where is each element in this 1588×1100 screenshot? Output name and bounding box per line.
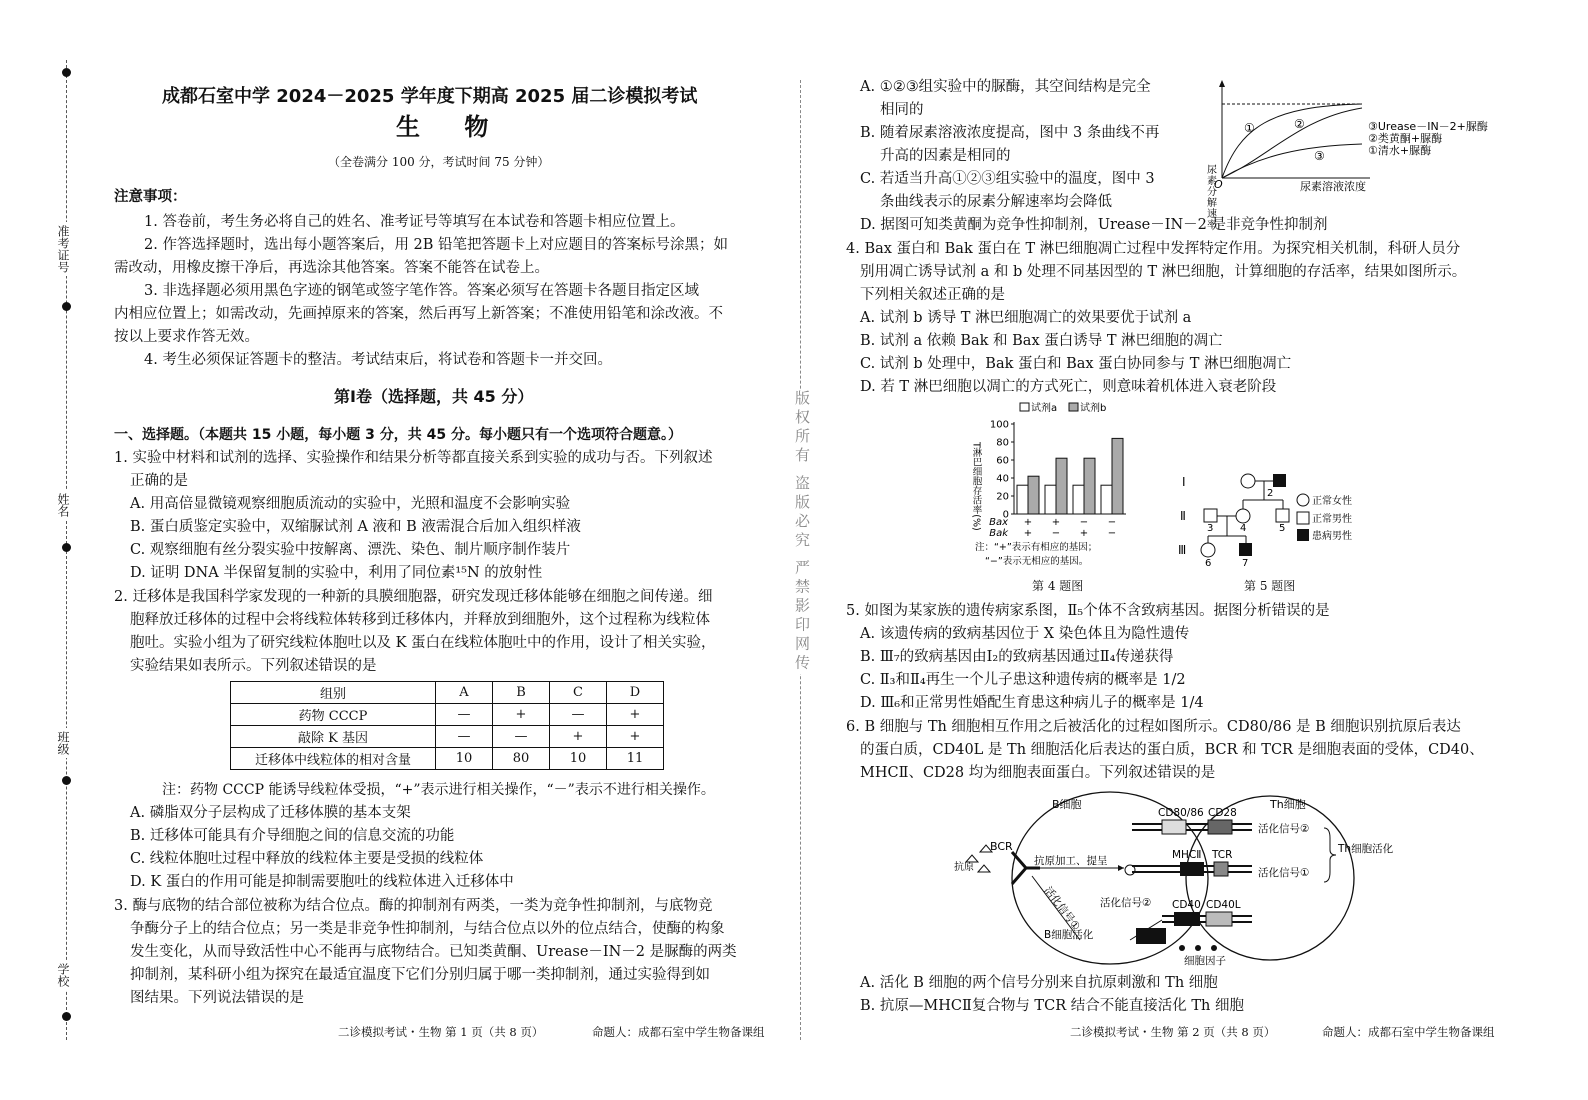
q3-stem: 争酶分子上的结合位点；另一类是非竞争性抑制剂，与结合位点以外的位点结合，使酶的构象 bbox=[130, 921, 725, 937]
q5-caption: 第 5 题图 bbox=[1244, 579, 1296, 593]
cd80-protein bbox=[1162, 820, 1186, 834]
bar-b bbox=[1028, 476, 1039, 514]
tcr-label: TCR bbox=[1212, 849, 1233, 861]
table-cell: 10 bbox=[436, 748, 493, 770]
q1-stem: 1. 实验中材料和试剂的选择、实验操作和结果分析等都直接关系到实验的成功与否。下列叙述 bbox=[114, 450, 713, 466]
q2-option-a: A. 磷脂双分子层构成了迁移体膜的基本支架 bbox=[130, 805, 411, 821]
exam-title: 成都石室中学 2024－2025 学年度下期高 2025 届二诊模拟考试 bbox=[162, 86, 698, 107]
subject-title: 生 物 bbox=[396, 113, 507, 141]
y-tick-label: 40 bbox=[996, 473, 1009, 485]
table-row bbox=[231, 704, 664, 726]
q4-note: 注：“+”表示有相应的基因； bbox=[975, 542, 1098, 553]
q4-option-c: C. 试剂 b 处理中，Bak 蛋白和 Bax 蛋白协同参与 T 淋巴细胞凋亡 bbox=[860, 356, 1292, 372]
binding-dot bbox=[62, 1012, 71, 1021]
id-4: 4 bbox=[1240, 523, 1247, 534]
process-label: 抗原加工、提呈 bbox=[1034, 855, 1108, 867]
individual-II5 bbox=[1276, 509, 1289, 522]
y-tick-label: 20 bbox=[996, 491, 1009, 503]
generation-label-2: Ⅱ bbox=[1180, 509, 1186, 523]
bar-a bbox=[1073, 485, 1084, 514]
curve-label-2: ② bbox=[1294, 117, 1305, 131]
b-receptor-block bbox=[1136, 928, 1166, 944]
id-7: 7 bbox=[1242, 558, 1249, 569]
q4-y-label: T淋巴细胞存活率(%) bbox=[970, 442, 982, 531]
table-header-cell: D bbox=[607, 682, 664, 704]
cytokine-dot bbox=[1195, 945, 1201, 951]
bar-a bbox=[1101, 485, 1112, 514]
y-tick-label: 100 bbox=[989, 419, 1009, 431]
q3-option-b: B. 随着尿素溶液浓度提高，图中 3 条曲线不再 bbox=[860, 125, 1160, 141]
individual-I2 bbox=[1273, 474, 1286, 487]
y-tick-label: 60 bbox=[996, 455, 1009, 467]
q3-stem: 3. 酶与底物的结合部位被称为结合位点。酶的抑制剂有两类，一类为竞争性抑制剂，与底物竞 bbox=[114, 898, 713, 914]
q5-stem: 5. 如图为某家族的遗传病家系图，Ⅱ₅个体不含致病基因。据图分析错误的是 bbox=[846, 603, 1330, 619]
school-label: 学校 bbox=[55, 960, 72, 990]
q3-x-label: 尿素溶液浓度 bbox=[1300, 180, 1366, 193]
q5-option-a: A. 该遗传病的致病基因位于 X 染色体且为隐性遗传 bbox=[860, 626, 1190, 642]
legend-normal-female-icon bbox=[1297, 494, 1309, 506]
id-3: 3 bbox=[1207, 523, 1214, 534]
q3-stem: 发生变化，从而导致活性中心不能再与底物结合。已知类黄酮、Urease－IN－2 是脲酶的两类 bbox=[130, 944, 737, 960]
q2-stem: 2. 迁移体是我国科学家发现的一种新的具膜细胞器，研究发现迁移体能够在细胞之间传递。细 bbox=[114, 589, 713, 605]
table-row bbox=[231, 726, 664, 748]
table-cell: — bbox=[493, 726, 550, 748]
id-2: 2 bbox=[1267, 488, 1274, 499]
copyright-watermark: 版权所有 盗版必究 严禁影印网传 bbox=[790, 390, 812, 674]
table-cell: 迁移体中线粒体的相对含量 bbox=[231, 748, 436, 770]
admission-number-label: 准考证号 bbox=[55, 222, 72, 276]
q4-option-d: D. 若 T 淋巴细胞以凋亡的方式死亡，则意味着机体进入衰老阶段 bbox=[860, 379, 1277, 395]
q2-table bbox=[230, 681, 664, 770]
genotype-mark: + bbox=[1023, 517, 1033, 528]
table-cell: + bbox=[607, 726, 664, 748]
page2-footer-author: 命题人：成都石室中学生物备课组 bbox=[1322, 1025, 1495, 1039]
q5-option-c: C. Ⅱ₃和Ⅱ₄再生一个儿子患这种遗传病的概率是 1/2 bbox=[860, 672, 1186, 688]
tcr-protein bbox=[1214, 862, 1228, 876]
b-signal2-label: 活化信号② bbox=[1100, 897, 1152, 909]
cd40l-protein bbox=[1206, 912, 1232, 926]
q6-option-b: B. 抗原—MHCⅡ复合物与 TCR 结合不能直接活化 Th 细胞 bbox=[860, 998, 1244, 1014]
q2-stem: 胞吐。实验小组为了研究线粒体胞吐以及 K 蛋白在线粒体胞吐中的作用，设计了相关实验， bbox=[130, 635, 716, 651]
notice-line: 2. 作答选择题时，选出每小题答案后，用 2B 铅笔把答题卡上对应题目的答案标号涂黑；如 bbox=[144, 237, 729, 253]
cytokine-label: 细胞因子 bbox=[1184, 955, 1226, 967]
antigen-label: 抗原 bbox=[954, 862, 974, 873]
notice-line: 需改动，用橡皮擦干净后，再选涂其他答案。答案不能答在试卷上。 bbox=[114, 260, 549, 276]
genotype-mark: + bbox=[1023, 528, 1033, 539]
y-tick-label: 0 bbox=[1002, 509, 1009, 521]
table-header-cell: A bbox=[436, 682, 493, 704]
part-title: 第Ⅰ卷（选择题，共 45 分） bbox=[334, 387, 534, 406]
q4-caption: 第 4 题图 bbox=[1032, 579, 1084, 593]
legend-affected-male-icon bbox=[1297, 529, 1309, 541]
notice-line: 4. 考生必须保证答题卡的整洁。考试结束后，将试卷和答题卡一并交回。 bbox=[144, 352, 612, 368]
table-cell: 10 bbox=[550, 748, 607, 770]
b-signal1-label: 活化信号① bbox=[1041, 884, 1083, 933]
class-label: 班级 bbox=[55, 728, 72, 758]
table-cell: 80 bbox=[493, 748, 550, 770]
notice-line: 内相应位置上；如需改动，先画掉原来的答案，然后再写上新答案；不准使用铅笔和涂改液。不 bbox=[114, 306, 723, 322]
cd40l-label: CD40L bbox=[1206, 899, 1241, 911]
table-header-cell: 组别 bbox=[231, 682, 436, 704]
q4-stem: 别用凋亡诱导试剂 a 和 b 处理不同基因型的 T 淋巴细胞，计算细胞的存活率，结果如图所示。 bbox=[860, 264, 1467, 280]
bar-b bbox=[1112, 438, 1123, 514]
q4-legend bbox=[1020, 401, 1106, 414]
q3-legend-2: ②类黄酮+脲酶 bbox=[1368, 132, 1443, 145]
individual-III7 bbox=[1239, 543, 1252, 556]
binding-dot bbox=[62, 68, 71, 77]
genotype-mark: − bbox=[1079, 517, 1089, 528]
mhc-label: MHCⅡ bbox=[1172, 849, 1202, 861]
q4-stem: 下列相关叙述正确的是 bbox=[860, 287, 1005, 303]
q2-option-d: D. K 蛋白的作用可能是抑制需要胞吐的线粒体进入迁移体中 bbox=[130, 874, 514, 890]
legend-swatch-b bbox=[1069, 403, 1078, 411]
genotype-row-label: Bak bbox=[989, 528, 1008, 539]
y-axis-arrow bbox=[1219, 80, 1225, 87]
cd28-protein bbox=[1208, 820, 1232, 834]
legend-normal-male: 正常男性 bbox=[1312, 514, 1352, 525]
individual-I1 bbox=[1241, 474, 1255, 488]
genotype-mark: − bbox=[1107, 517, 1117, 528]
y-tick-label: 80 bbox=[996, 437, 1009, 449]
section-heading: 一、选择题。（本题共 15 小题，每小题 3 分，共 45 分。每小题只有一个选项符合题意。） bbox=[114, 427, 682, 443]
q3-stem: 图结果。下列说法错误的是 bbox=[130, 990, 304, 1006]
cytokine-dot bbox=[1179, 945, 1185, 951]
q1-option-a: A. 用高倍显微镜观察细胞质流动的实验中，光照和温度不会影响实验 bbox=[130, 496, 571, 512]
q3-option-c: C. 若适当升高①②③组实验中的温度，图中 3 bbox=[860, 171, 1155, 187]
bar-b bbox=[1084, 458, 1095, 514]
table-row bbox=[231, 682, 664, 704]
q2-note: 注：药物 CCCP 能诱导线粒体受损，“+”表示进行相关操作，“－”表示不进行相关操作。 bbox=[162, 782, 715, 798]
bcr-label: BCR bbox=[990, 840, 1013, 853]
q6-stem: MHCⅡ、CD28 均为细胞表面蛋白。下列叙述错误的是 bbox=[860, 765, 1216, 781]
mhc-protein bbox=[1180, 862, 1204, 876]
binding-dot bbox=[62, 776, 71, 785]
legend-label-b: 试剂b bbox=[1080, 403, 1107, 414]
exam-info: （全卷满分 100 分，考试时间 75 分钟） bbox=[328, 155, 550, 169]
q1-option-d: D. 证明 DNA 半保留复制的实验中，利用了同位素¹⁵N 的放射性 bbox=[130, 565, 543, 581]
q6-stem: 6. B 细胞与 Th 细胞相互作用之后被活化的过程如图所示。CD80/86 是 B 细胞识别抗原后表达 bbox=[846, 719, 1461, 735]
table-cell: — bbox=[436, 726, 493, 748]
curve-label-3: ③ bbox=[1314, 149, 1325, 163]
name-label: 姓名 bbox=[55, 490, 72, 520]
genotype-mark: + bbox=[1079, 528, 1089, 539]
genotype-row-label: Bax bbox=[989, 517, 1008, 528]
table-header-cell: B bbox=[493, 682, 550, 704]
bar-a bbox=[1045, 485, 1056, 514]
q3-option-c-cont: 条曲线表示的尿素分解速率均会降低 bbox=[880, 194, 1112, 210]
notice-heading: 注意事项： bbox=[114, 189, 187, 205]
individual-II3 bbox=[1204, 509, 1217, 522]
legend-affected-male: 患病男性 bbox=[1312, 531, 1352, 542]
individual-III6 bbox=[1201, 543, 1215, 557]
q6-option-a: A. 活化 B 细胞的两个信号分别来自抗原刺激和 Th 细胞 bbox=[860, 975, 1218, 991]
table-cell: + bbox=[607, 704, 664, 726]
table-row bbox=[231, 748, 664, 770]
table-cell: 药物 CCCP bbox=[231, 704, 436, 726]
q2-stem: 胞释放迁移体的过程中会将线粒体转移到迁移体内，并释放到细胞外，这个过程称为线粒体 bbox=[130, 612, 710, 628]
curve-3 bbox=[1222, 144, 1362, 178]
table-cell: 11 bbox=[607, 748, 664, 770]
cd40-protein bbox=[1174, 912, 1200, 926]
q5-pedigree bbox=[1170, 468, 1380, 570]
q6-diagram bbox=[940, 790, 1394, 967]
notice-line: 3. 非选择题必须用黑色字迹的钢笔或签字笔作答。答案必须写在答题卡各题目指定区域 bbox=[144, 283, 699, 299]
cd80-label: CD80/86 bbox=[1158, 807, 1204, 819]
binding-dot bbox=[62, 302, 71, 311]
q5-option-b: B. Ⅲ₇的致病基因由Ⅰ₂的致病基因通过Ⅱ₄传递获得 bbox=[860, 649, 1174, 665]
arrow-head bbox=[1118, 865, 1124, 871]
q3-legend-1: ①清水+脲酶 bbox=[1368, 144, 1432, 157]
th-activation-label: Th细胞活化 bbox=[1338, 843, 1394, 855]
id-5: 5 bbox=[1279, 523, 1286, 534]
generation-label-1: Ⅰ bbox=[1182, 475, 1186, 489]
cytokine-dot bbox=[1211, 945, 1217, 951]
b-cell-label: B细胞 bbox=[1052, 798, 1082, 811]
q1-stem: 正确的是 bbox=[130, 473, 188, 489]
q2-option-b: B. 迁移体可能具有介导细胞之间的信息交流的功能 bbox=[130, 828, 455, 844]
table-cell: + bbox=[493, 704, 550, 726]
b-activation-label: B细胞活化 bbox=[1044, 929, 1094, 941]
individual-II4 bbox=[1236, 509, 1250, 523]
cd28-label: CD28 bbox=[1208, 807, 1237, 819]
page2-footer: 二诊模拟考试・生物 第 2 页（共 8 页） bbox=[1070, 1025, 1276, 1039]
q1-option-c: C. 观察细胞有丝分裂实验中按解离、漂洗、染色、制片顺序制作装片 bbox=[130, 542, 571, 558]
q3-option-d: D. 据图可知类黄酮为竞争性抑制剂，Urease－IN－2 是非竞争性抑制剂 bbox=[860, 217, 1328, 233]
q3-chart bbox=[1200, 78, 1500, 230]
th-signal2-label: 活化信号② bbox=[1258, 823, 1310, 835]
legend-normal-male-icon bbox=[1297, 512, 1309, 524]
q4-option-a: A. 试剂 b 诱导 T 淋巴细胞凋亡的效果要优于试剂 a bbox=[860, 310, 1192, 326]
q1-option-b: B. 蛋白质鉴定实验中，双缩脲试剂 A 液和 B 液需混合后加入组织样液 bbox=[130, 519, 581, 535]
table-cell: — bbox=[436, 704, 493, 726]
th-signal1-label: 活化信号① bbox=[1258, 867, 1310, 879]
legend-swatch-a bbox=[1020, 403, 1029, 411]
notice-line: 按以上要求作答无效。 bbox=[114, 329, 259, 345]
th-cell-label: Th细胞 bbox=[1270, 798, 1306, 811]
q5-option-d: D. Ⅲ₆和正常男性婚配生育患这种病儿子的概率是 1/4 bbox=[860, 695, 1204, 711]
table-cell: — bbox=[550, 704, 607, 726]
table-cell: 敲除 K 基因 bbox=[231, 726, 436, 748]
bracket bbox=[1324, 828, 1336, 882]
q4-bar-chart bbox=[970, 398, 1140, 570]
id-6: 6 bbox=[1205, 558, 1212, 569]
page1-footer: 二诊模拟考试・生物 第 1 页（共 8 页） bbox=[338, 1025, 544, 1039]
q3-stem: 抑制剂，某科研小组为探究在最适宜温度下它们分别归属于哪一类抑制剂，通过实验得到如 bbox=[130, 967, 710, 983]
curve-label-1: ① bbox=[1244, 121, 1255, 135]
page1-footer-author: 命题人：成都石室中学生物备课组 bbox=[592, 1025, 765, 1039]
q3-option-a: A. ①②③组实验中的脲酶，其空间结构是完全 bbox=[860, 79, 1151, 95]
table-cell: + bbox=[550, 726, 607, 748]
q6-stem: 的蛋白质，CD40L 是 Th 细胞活化后表达的蛋白质，BCR 和 TCR 是细胞表面的受体，CD40、 bbox=[860, 742, 1484, 758]
binding-dot bbox=[62, 543, 71, 552]
q3-option-b-cont: 升高的因素是相同的 bbox=[880, 148, 1011, 164]
genotype-mark: − bbox=[1107, 528, 1117, 539]
genotype-mark: − bbox=[1051, 528, 1061, 539]
bar-b bbox=[1056, 458, 1067, 514]
q2-option-c: C. 线粒体胞吐过程中释放的线粒体主要是受损的线粒体 bbox=[130, 851, 484, 867]
generation-label-3: Ⅲ bbox=[1178, 543, 1187, 557]
q4-option-b: B. 试剂 a 依赖 Bak 和 Bax 蛋白诱导 T 淋巴细胞的凋亡 bbox=[860, 333, 1223, 349]
notice-line: 1. 答卷前，考生务必将自己的姓名、准考证号等填写在本试卷和答题卡相应位置上。 bbox=[144, 214, 685, 230]
q3-y-label: 尿素分解速率 bbox=[1204, 164, 1216, 230]
q4-note: “−”表示无相应的基因。 bbox=[985, 556, 1089, 567]
q3-option-a-cont: 相同的 bbox=[880, 102, 924, 118]
q4-stem: 4. Bax 蛋白和 Bak 蛋白在 T 淋巴细胞凋亡过程中发挥特定作用。为探究相关机制，科研人员分 bbox=[846, 241, 1461, 257]
legend-normal-female: 正常女性 bbox=[1312, 496, 1352, 507]
legend-label-a: 试剂a bbox=[1031, 403, 1058, 414]
q3-origin: O bbox=[1214, 178, 1223, 191]
cd40-label: CD40 bbox=[1172, 899, 1201, 911]
table-header-cell: C bbox=[550, 682, 607, 704]
genotype-mark: + bbox=[1051, 517, 1061, 528]
q3-legend-3: ③Urease－IN－2+脲酶 bbox=[1368, 120, 1488, 133]
bar-a bbox=[1017, 485, 1028, 514]
q2-stem: 实验结果如表所示。下列叙述错误的是 bbox=[130, 658, 377, 674]
